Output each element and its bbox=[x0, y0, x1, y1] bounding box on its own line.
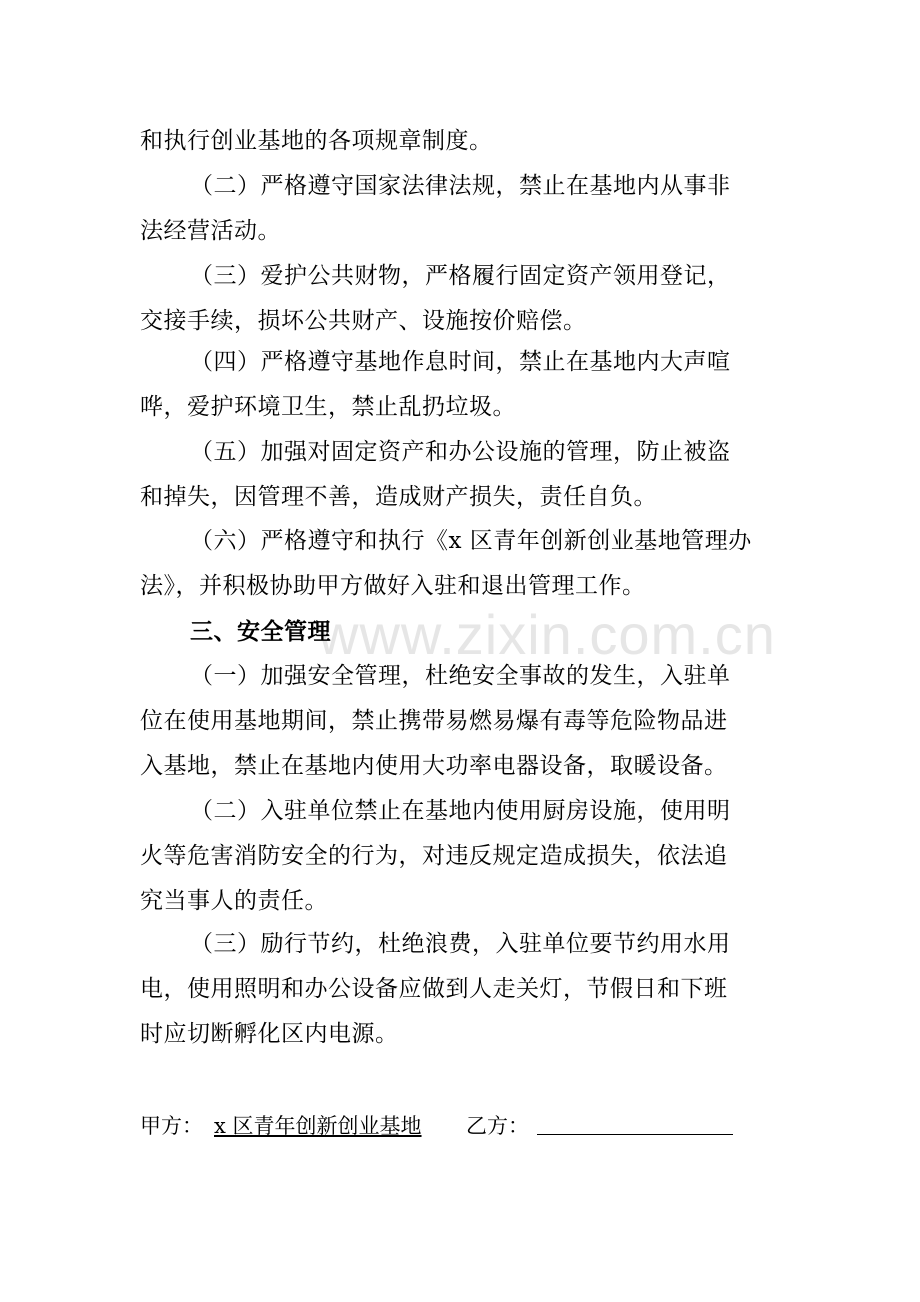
text-line: 和掉失，因管理不善，造成财产损失，责任自负。 bbox=[140, 484, 657, 510]
text-line: 入基地，禁止在基地内使用大功率电器设备，取暖设备。 bbox=[140, 753, 728, 779]
paragraph-item-2-law bbox=[140, 164, 780, 254]
signature-row bbox=[140, 1104, 780, 1149]
paragraph-item-6-regulations bbox=[140, 519, 780, 609]
text-line: （二）严格遵守国家法律法规，禁止在基地内从事非 bbox=[190, 173, 731, 199]
text-line: 法》，并积极协助甲方做好入驻和退出管理工作。 bbox=[140, 573, 646, 599]
text-line: （三）励行节约，杜绝浪费，入驻单位要节约用水用 bbox=[190, 931, 731, 957]
text-line: 交接手续，损坏公共财产、设施按价赔偿。 bbox=[140, 308, 587, 334]
paragraph-item-5-assets bbox=[140, 430, 780, 520]
paragraph-rules-continuation bbox=[140, 119, 780, 164]
party-b-label: 乙方： bbox=[466, 1114, 529, 1138]
text-line: （六）严格遵守和执行《x 区青年创新创业基地管理办 bbox=[190, 528, 752, 554]
section-heading-safety bbox=[140, 609, 780, 654]
text-line: （二）入驻单位禁止在基地内使用厨房设施，使用明 bbox=[190, 798, 731, 824]
text-line: （三）爱护公共财物，严格履行固定资产领用登记， bbox=[190, 263, 731, 289]
text-line: （五）加强对固定资产和办公设施的管理，防止被盗 bbox=[190, 439, 731, 465]
paragraph-item-3-property bbox=[140, 254, 780, 344]
text-line: 时应切断孵化区内电源。 bbox=[140, 1021, 399, 1047]
text-line: 电，使用照明和办公设备应做到人走关灯，节假日和下班 bbox=[140, 976, 728, 1002]
text-line: （四）严格遵守基地作息时间，禁止在基地内大声喧 bbox=[190, 349, 731, 375]
party-b-signature-blank bbox=[537, 1134, 733, 1135]
paragraph-safety-1 bbox=[140, 654, 780, 789]
paragraph-safety-3 bbox=[140, 922, 780, 1057]
text-line: 和执行创业基地的各项规章制度。 bbox=[140, 128, 493, 154]
text-line: 哗，爱护环境卫生，禁止乱扔垃圾。 bbox=[140, 394, 516, 420]
party-a-name: x 区青年创新创业基地 bbox=[214, 1114, 422, 1138]
watermark: www.zixin.com.cn bbox=[318, 603, 776, 666]
party-a-label: 甲方： bbox=[140, 1114, 203, 1138]
heading-text: 三、安全管理 bbox=[190, 618, 331, 645]
paragraph-safety-2 bbox=[140, 789, 780, 924]
text-line: 火等危害消防安全的行为，对违反规定造成损失，依法追 bbox=[140, 843, 728, 869]
text-line: 究当事人的责任。 bbox=[140, 888, 328, 914]
paragraph-item-4-schedule bbox=[140, 340, 780, 430]
text-line: （一）加强安全管理，杜绝安全事故的发生，入驻单 bbox=[190, 663, 731, 689]
text-line: 法经营活动。 bbox=[140, 218, 281, 244]
text-line: 位在使用基地期间，禁止携带易燃易爆有毒等危险物品进 bbox=[140, 708, 728, 734]
